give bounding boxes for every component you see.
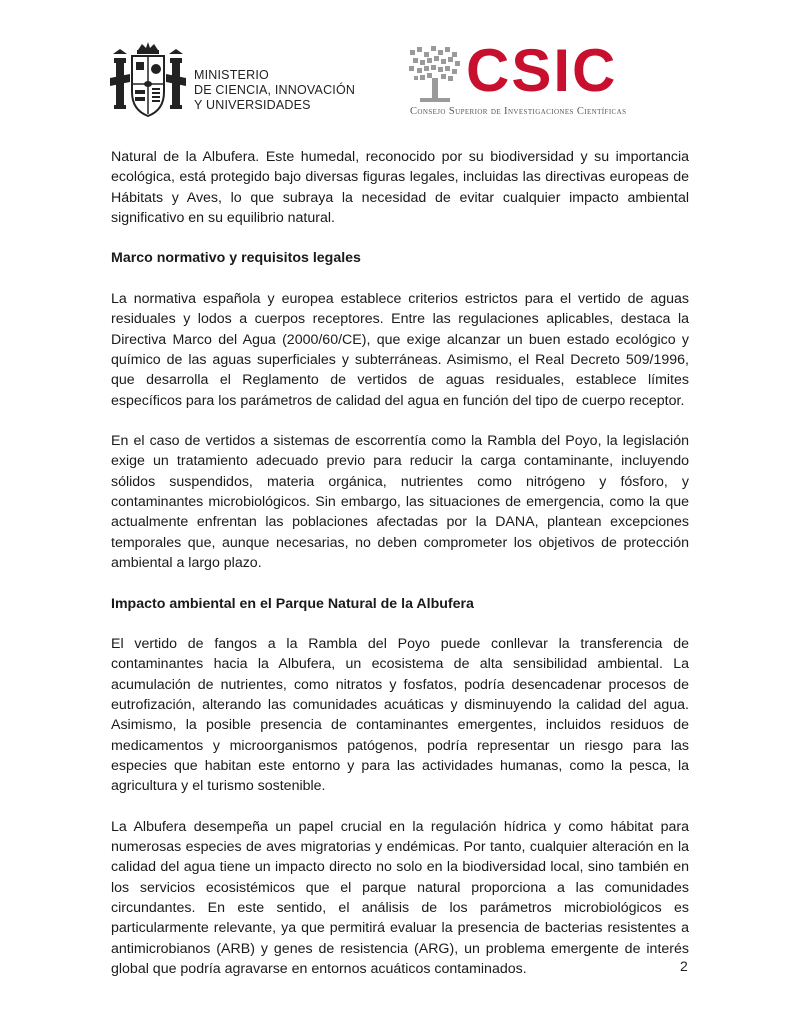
csic-wordmark: CSIC — [466, 37, 618, 104]
section-heading: Marco normativo y requisitos legales — [111, 250, 361, 267]
section-heading: Impacto ambiental en el Parque Natural de la Albufera — [111, 595, 474, 612]
page-number: 2 — [680, 958, 688, 974]
paragraph: El vertido de fangos a la Rambla del Poyo puede conllevar la transferencia de contaminantes hacia la Albufera, un ecosistema de alta sensibilidad ambiental. La acumulación de nutrientes, como nitratos y fosfatos, podría desencadenar procesos de eutrofización, alterando las comunidades acuáticas y disminuyendo la calidad del agua. Asimismo, la posible presencia de contaminantes emergentes, incluidos residuos de medicamentos y microorganismos patógenos, podría representar un riesgo para las especies que habitan este entorno y para las actividades humanas, como la pesca, la agricultura y el turismo sostenible. — [111, 636, 689, 795]
ministry-line: MINISTERIO — [194, 67, 269, 82]
paragraph: Natural de la Albufera. Este humedal, reconocido por su biodiversidad y su importancia ecológica, está protegido bajo diversas figuras legales, incluidas las directivas europeas de Hábitats y Aves, lo que subraya la necesidad de evitar cualquier impacto ambiental significativo en su equilibrio natural. — [111, 149, 689, 226]
csic-tree-icon — [406, 44, 464, 104]
page-header — [108, 36, 692, 126]
csic-full-name: Consejo Superior de Investigaciones Científicas — [410, 106, 627, 117]
csic-logo — [406, 37, 696, 124]
ministry-name — [194, 68, 355, 113]
paragraph: En el caso de vertidos a sistemas de escorrentía como la Rambla del Poyo, la legislación exige un tratamiento adecuado previo para reducir la carga contaminante, incluyendo sólidos suspendidos, materia orgánica, nutrientes como nitrógeno y fósforo, y contaminantes microbiológicos. Sin embargo, las situaciones de emergencia, como la que actualmente enfrentan las poblaciones afectadas por la DANA, plantean excepciones temporales que, aunque necesarias, no deben comprometer los objetivos de protección ambiental a largo plazo. — [111, 433, 689, 571]
ministry-line: Y UNIVERSIDADES — [194, 97, 311, 112]
spanish-coat-of-arms-icon — [108, 40, 188, 122]
document-body — [111, 147, 689, 999]
paragraph: La normativa española y europea establece criterios estrictos para el vertido de aguas residuales y lodos a cuerpos receptores. Entre las regulaciones aplicables, destaca la Directiva Marco del Agua (2000/60/CE), que exige alcanzar un buen estado ecológico y químico de las aguas superficiales y subterráneas. Asimismo, el Real Decreto 509/1996, que desarrolla el Reglamento de vertidos de aguas residuales, establece límites específicos para los parámetros de calidad del agua en función del tipo de cuerpo receptor. — [111, 291, 689, 409]
paragraph: La Albufera desempeña un papel crucial en la regulación hídrica y como hábitat para numerosas especies de aves migratorias y endémicas. Por tanto, cualquier alteración en la calidad del agua tiene un impacto directo no solo en la biodiversidad local, sino también en los servicios ecosistémicos que el parque natural proporciona a las comunidades circundantes. En este sentido, el análisis de los parámetros microbiológicos es particularmente relevante, ya que permitirá evaluar la presencia de bacterias resistentes a antimicrobianos (ARB) y genes de resistencia (ARG), un problema emergente de interés global que podría agravarse en entornos acuáticos contaminados. — [111, 818, 689, 977]
ministry-line: DE CIENCIA, INNOVACIÓN — [194, 82, 356, 97]
ministry-logo — [108, 40, 355, 122]
